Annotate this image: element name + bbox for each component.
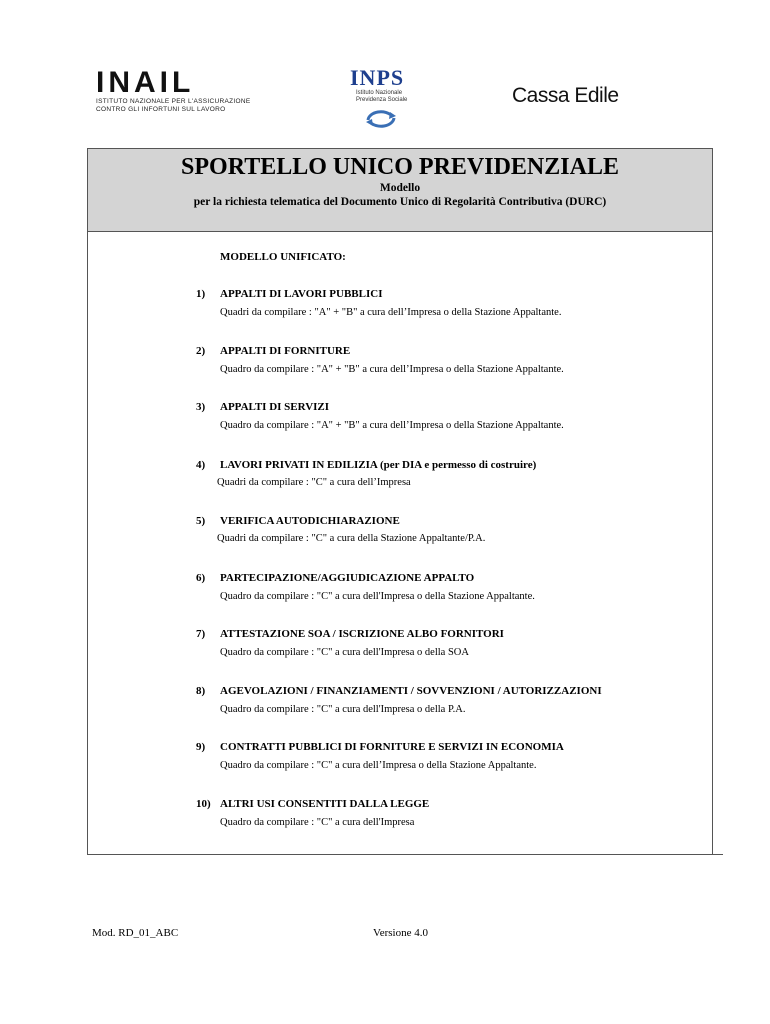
item-number: 5) <box>196 515 206 527</box>
item-number: 8) <box>196 685 206 697</box>
item-description: Quadro da compilare : "A" + "B" a cura dell’Impresa o della Stazione Appaltante. <box>220 364 564 375</box>
inail-logo-mark: INAIL <box>96 66 195 99</box>
item-description: Quadro da compilare : "C" a cura dell'Impresa <box>220 817 415 828</box>
item-description: Quadri da compilare : "C" a cura dell’Impresa <box>217 477 411 488</box>
item-description: Quadro da compilare : "C" a cura dell'Impresa o della Stazione Appaltante. <box>220 591 535 602</box>
inps-logo-line2: Previdenza Sociale <box>356 97 408 103</box>
item-title: APPALTI DI FORNITURE <box>220 345 351 357</box>
item-description: Quadro da compilare : "C" a cura dell’Impresa o della Stazione Appaltante. <box>220 760 537 771</box>
header-subtitle-modello: Modello <box>379 182 421 194</box>
item-description: Quadro da compilare : "A" + "B" a cura dell’Impresa o della Stazione Appaltante. <box>220 420 564 431</box>
item-number: 10) <box>196 798 211 810</box>
header-box <box>87 148 713 232</box>
footer-model-code: Mod. RD_01_ABC <box>92 927 179 939</box>
inail-logo <box>96 68 261 116</box>
item-title: PARTECIPAZIONE/AGGIUDICAZIONE APPALTO <box>220 572 475 584</box>
item-title: AGEVOLAZIONI / FINANZIAMENTI / SOVVENZIONI / AUTORIZZAZIONI <box>220 685 602 697</box>
item-description: Quadri da compilare : "A" + "B" a cura dell’Impresa o della Stazione Appaltante. <box>220 307 562 318</box>
inail-logo-line2: CONTRO GLI INFORTUNI SUL LAVORO <box>96 106 226 113</box>
item-number: 4) <box>196 459 206 471</box>
item-number: 9) <box>196 741 206 753</box>
page-title: SPORTELLO UNICO PREVIDENZIALE <box>181 154 619 180</box>
item-title: CONTRATTI PUBBLICI DI FORNITURE E SERVIZI IN ECONOMIA <box>220 741 564 753</box>
item-number: 6) <box>196 572 206 584</box>
item-title: ALTRI USI CONSENTITI DALLA LEGGE <box>220 798 430 810</box>
inps-logo-mark: INPS <box>350 65 405 90</box>
header-subtitle-durc: per la richiesta telematica del Documento Unico di Regolarità Contributiva (DURC) <box>193 196 607 208</box>
section-heading: MODELLO UNIFICATO: <box>220 251 346 263</box>
inail-logo-line1: ISTITUTO NAZIONALE PER L'ASSICURAZIONE <box>96 98 251 105</box>
item-number: 3) <box>196 401 206 413</box>
item-title: APPALTI DI SERVIZI <box>220 401 330 413</box>
inps-logo <box>350 66 414 146</box>
item-title: APPALTI DI LAVORI PUBBLICI <box>220 288 383 300</box>
item-number: 2) <box>196 345 206 357</box>
item-number: 7) <box>196 628 206 640</box>
footer-version: Versione 4.0 <box>373 927 428 939</box>
item-title: VERIFICA AUTODICHIARAZIONE <box>220 515 400 527</box>
item-number: 1) <box>196 288 206 300</box>
item-title: LAVORI PRIVATI IN EDILIZIA (per DIA e permesso di costruire) <box>220 459 537 471</box>
item-description: Quadro da compilare : "C" a cura dell'Impresa o della P.A. <box>220 704 466 715</box>
cassa-edile-logo: Cassa Edile <box>512 84 619 107</box>
item-description: Quadro da compilare : "C" a cura dell'Impresa o della SOA <box>220 647 469 658</box>
item-description: Quadri da compilare : "C" a cura della Stazione Appaltante/P.A. <box>217 533 486 544</box>
item-title: ATTESTAZIONE SOA / ISCRIZIONE ALBO FORNITORI <box>220 628 504 640</box>
inps-emblem-icon <box>364 108 398 130</box>
bottom-divider <box>87 854 723 855</box>
inps-logo-line1: Istituto Nazionale <box>356 90 403 96</box>
